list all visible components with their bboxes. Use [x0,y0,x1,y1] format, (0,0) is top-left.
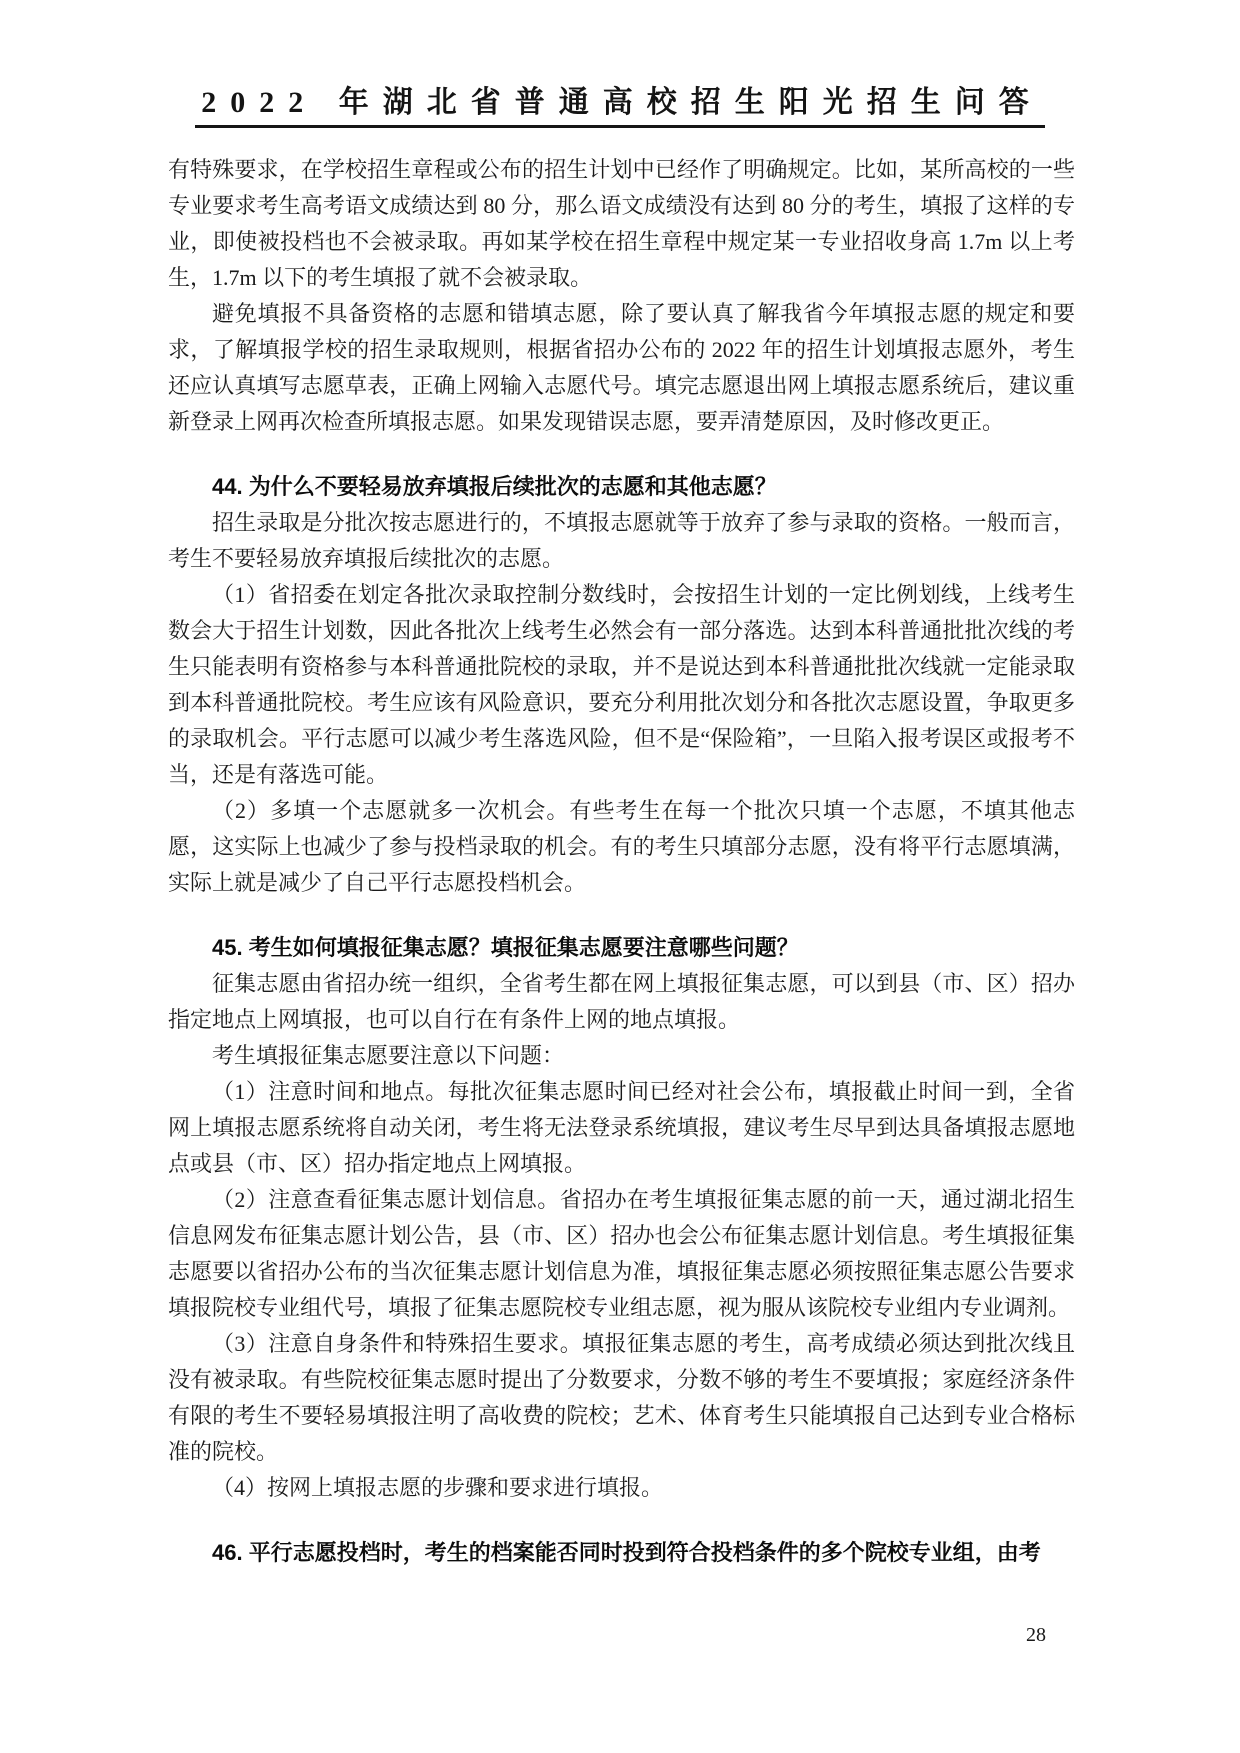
section-heading: 46. 平行志愿投档时，考生的档案能否同时投到符合投档条件的多个院校专业组，由考 [212,1540,1041,1565]
paragraph: （1）注意时间和地点。每批次征集志愿时间已经对社会公布，填报截止时间一到，全省网上填报志愿系统将自动关闭，考生将无法登录系统填报，建议考生尽早到达具备填报志愿地点或县（市、区）招办指定地点上网填报。 [168,1079,1075,1176]
paragraph: 招生录取是分批次按志愿进行的，不填报志愿就等于放弃了参与录取的资格。一般而言，考生不要轻易放弃填报后续批次的志愿。 [168,510,1075,571]
page-title: 2022 年湖北省普通高校招生阳光招生问答 [195,86,1045,128]
paragraph: 考生填报征集志愿要注意以下问题： [212,1043,565,1068]
paragraph: 有特殊要求，在学校招生章程或公布的招生计划中已经作了明确规定。比如，某所高校的一些专业要求考生高考语文成绩达到 80 分，那么语文成绩没有达到 80 分的考生，填报了这样的专业，即使被投档也不会被录取。再如某学校在招生章程中规定某一专业招收身高 1.7m 以上考生，1.7m 以下的考生填报了就不会被录取。 [168,157,1075,290]
section-heading: 44. 为什么不要轻易放弃填报后续批次的志愿和其他志愿？ [212,474,777,499]
document-body [168,152,1075,1571]
paragraph: 征集志愿由省招办统一组织，全省考生都在网上填报征集志愿，可以到县（市、区）招办指定地点上网填报，也可以自行在有条件上网的地点填报。 [168,971,1075,1032]
paragraph: （2）多填一个志愿就多一次机会。有些考生在每一个批次只填一个志愿，不填其他志愿，这实际上也减少了参与投档录取的机会。有的考生只填部分志愿，没有将平行志愿填满，实际上就是减少了自己平行志愿投档机会。 [168,798,1075,895]
section-heading: 45. 考生如何填报征集志愿？填报征集志愿要注意哪些问题？ [212,935,799,960]
paragraph: 避免填报不具备资格的志愿和错填志愿，除了要认真了解我省今年填报志愿的规定和要求，了解填报学校的招生录取规则，根据省招办公布的 2022 年的招生计划填报志愿外，考生还应认真填写志愿草表，正确上网输入志愿代号。填完志愿退出网上填报志愿系统后，建议重新登录上网再次检查所填报志愿。如果发现错误志愿，要弄清楚原因，及时修改更正。 [168,301,1075,434]
paragraph: （2）注意查看征集志愿计划信息。省招办在考生填报征集志愿的前一天，通过湖北招生信息网发布征集志愿计划公告，县（市、区）招办也会公布征集志愿计划信息。考生填报征集志愿要以省招办公布的当次征集志愿计划信息为准，填报征集志愿必须按照征集志愿公告要求填报院校专业组代号，填报了征集志愿院校专业组志愿，视为服从该院校专业组内专业调剂。 [168,1187,1075,1320]
page-number: 28 [1026,1624,1046,1646]
document-header [0,0,1240,128]
paragraph: （1）省招委在划定各批次录取控制分数线时，会按招生计划的一定比例划线，上线考生数会大于招生计划数，因此各批次上线考生必然会有一部分落选。达到本科普通批批次线的考生只能表明有资格参与本科普通批院校的录取，并不是说达到本科普通批批次线就一定能录取到本科普通批院校。考生应该有风险意识，要充分利用批次划分和各批次志愿设置，争取更多的录取机会。平行志愿可以减少考生落选风险，但不是“保险箱”，一旦陷入报考误区或报考不当，还是有落选可能。 [168,582,1075,787]
paragraph: （3）注意自身条件和特殊招生要求。填报征集志愿的考生，高考成绩必须达到批次线且没有被录取。有些院校征集志愿时提出了分数要求，分数不够的考生不要填报；家庭经济条件有限的考生不要轻易填报注明了高收费的院校；艺术、体育考生只能填报自己达到专业合格标准的院校。 [168,1331,1075,1464]
paragraph: （4）按网上填报志愿的步骤和要求进行填报。 [212,1475,664,1500]
